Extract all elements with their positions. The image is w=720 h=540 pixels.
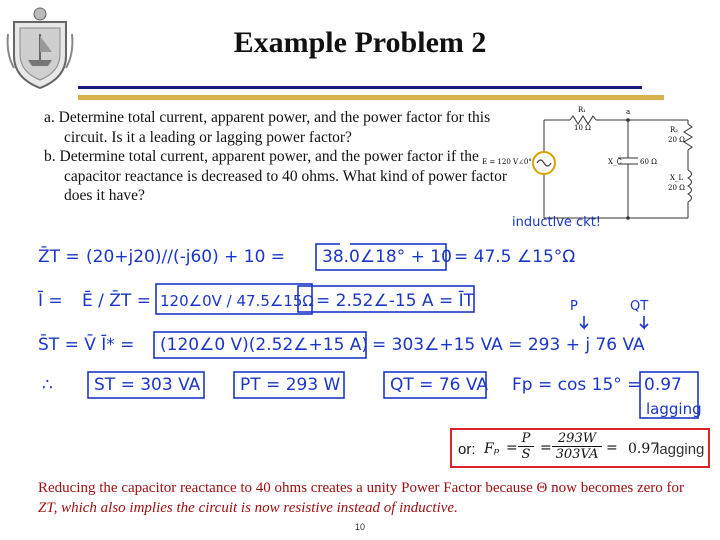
current-result: = 2.52∠-15 A = ĪT (316, 291, 474, 311)
handwritten-solution (24, 212, 714, 424)
conclusion-zt: ZT (38, 500, 54, 516)
xc-value: 60 Ω (640, 158, 657, 166)
node-label: a (626, 108, 631, 116)
problem-part-b: b. Determine total current, apparent power, and the power factor if the capacitor reactance is decreased to 40 ohms. What kind of power factor does it have? (44, 148, 507, 204)
current-expression: Ē / Z̄T = (82, 291, 151, 311)
qt-result: QT = 76 VA (390, 375, 489, 395)
current-lhs: Ī = (38, 291, 63, 311)
power-boxed-value: (120∠0 V)(2.52∠+15 A) (160, 335, 369, 355)
formula-equals-3: = (606, 440, 618, 456)
formula-p: P (518, 431, 534, 447)
r2-label: R₂ (670, 126, 679, 134)
inductive-note: inductive ckt! (512, 215, 602, 230)
formula-volt-amps: 303VA (555, 447, 599, 462)
formula-equals-2: = (540, 440, 552, 456)
conclusion-tail: , which also implies the circuit is now resistive instead of inductive. (53, 500, 458, 516)
zt-expression: (20+j20)//(-j60) + 10 = (86, 247, 286, 267)
fp-expression: Fp = cos 15° = (512, 375, 642, 395)
formula-or-label: or: (458, 441, 476, 458)
power-lhs: S̄T = V̄ Ī* = (38, 335, 135, 355)
problem-part-a: a. Determine total current, apparent power, and the power factor for this circuit. Is it a leading or lagging power factor? (44, 109, 491, 146)
power-result: = 303∠+15 VA = 293 + j 76 VA (372, 335, 645, 355)
problem-statement (44, 108, 514, 206)
title-rule-blue (78, 86, 642, 89)
source-label: E = 120 V∠0° (482, 158, 532, 166)
page-number: 10 (354, 522, 365, 532)
formula-lagging-label: lagging (656, 441, 705, 458)
formula-equals-1: = (506, 440, 518, 456)
formula-s: S (521, 447, 531, 462)
conclusion-text (38, 478, 698, 518)
formula-fp: Fₚ (484, 441, 500, 457)
formula-w-over-va (552, 431, 602, 462)
zt-result: = 47.5 ∠15°Ω (454, 247, 576, 267)
q-label: QT (630, 299, 649, 314)
xl-label: X_L (670, 174, 684, 182)
pt-result: PT = 293 W (240, 375, 341, 395)
r2-value: 20 Ω (668, 136, 685, 144)
formula-watts: 293W (552, 431, 602, 447)
conclusion-main: Reducing the capacitor reactance to 40 ohms creates a unity Power Factor because Θ now becomes zero for (38, 480, 684, 496)
fp-type: lagging (646, 400, 702, 418)
r1-label: R₁ (578, 106, 587, 114)
power-factor-formula-box (450, 428, 710, 468)
xl-value: 20 Ω (668, 184, 685, 192)
slide-title: Example Problem 2 (233, 26, 487, 59)
handwriting-fragment-1 (340, 236, 350, 246)
formula-result: 0.97 (628, 441, 660, 457)
p-label: P (570, 299, 578, 314)
zt-boxed-value: 38.0∠18° + 10 (322, 247, 452, 267)
st-result: ST = 303 VA (94, 375, 201, 395)
fp-value: 0.97 (644, 375, 682, 395)
zt-lhs: Z̄T = (38, 247, 80, 267)
xc-label: X_C (608, 158, 622, 166)
current-boxed-value: 120∠0V / 47.5∠15Ω (160, 292, 314, 310)
therefore-symbol: ∴ (42, 375, 53, 395)
r1-value: 10 Ω (574, 124, 591, 132)
formula-p-over-s (518, 431, 534, 462)
